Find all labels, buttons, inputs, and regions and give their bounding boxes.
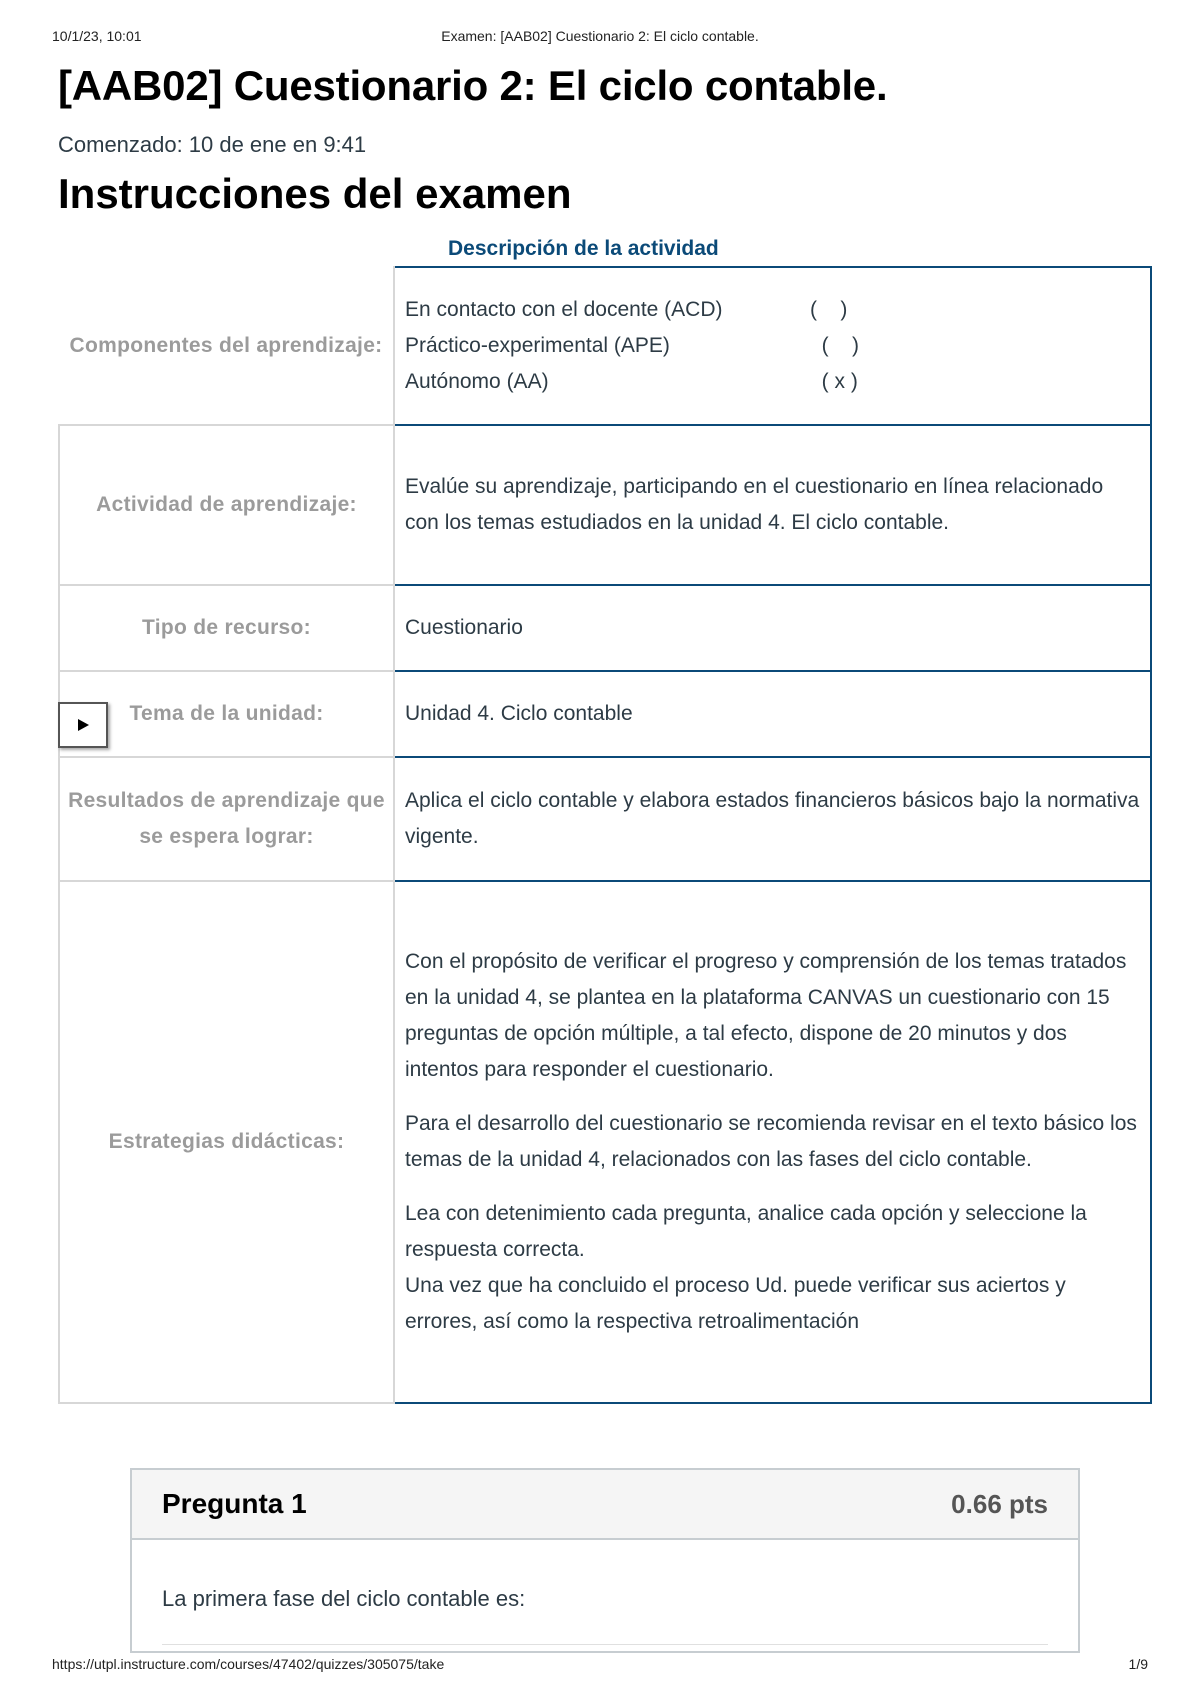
question-points: 0.66 pts <box>951 1488 1048 1519</box>
print-footer <box>52 1656 1148 1676</box>
print-datetime: 10/1/23, 10:01 <box>52 28 142 44</box>
print-page-number: 1/9 <box>1128 1656 1148 1672</box>
activity-value: Evalúe su aprendizaje, participando en el cuestionario en línea relacionado con los temas estudiados en la unidad 4. El ciclo contable. <box>394 425 1151 585</box>
table-row <box>59 881 1151 1403</box>
results-label: Resultados de aprendizaje que se espera lograr: <box>59 757 394 881</box>
question-divider <box>162 1644 1048 1645</box>
results-value: Aplica el ciclo contable y elabora estados financieros básicos bajo la normativa vigente. <box>394 757 1151 881</box>
instructions-heading: Instrucciones del examen <box>58 170 572 217</box>
question-card <box>130 1468 1080 1653</box>
activity-label: Actividad de aprendizaje: <box>59 425 394 585</box>
strategies-paragraph <box>405 1196 1140 1340</box>
unit-value: Unidad 4. Ciclo contable <box>394 671 1151 757</box>
table-row <box>59 585 1151 671</box>
print-doc-title: Examen: [AAB02] Cuestionario 2: El ciclo contable. <box>441 28 759 44</box>
play-icon <box>76 718 90 732</box>
resource-value: Cuestionario <box>394 585 1151 671</box>
component-name: En contacto con el docente (ACD) <box>405 298 723 321</box>
quiz-content <box>58 62 1154 1404</box>
strategies-paragraph: Para el desarrollo del cuestionario se recomienda revisar en el texto básico los temas de la unidad 4, relacionados con las fases del ciclo contable. <box>405 1112 1137 1171</box>
question-text: La primera fase del ciclo contable es: <box>162 1586 526 1611</box>
print-url: https://utpl.instructure.com/courses/47402/quizzes/305075/take <box>52 1656 445 1672</box>
table-row <box>59 425 1151 585</box>
table-row <box>59 267 1151 425</box>
component-mark: ( ) <box>810 334 859 357</box>
table-row <box>59 671 1151 757</box>
media-play-button[interactable] <box>58 702 108 748</box>
started-label: Comenzado: <box>58 132 183 157</box>
strategies-label: Estrategias didácticas: <box>59 881 394 1403</box>
unit-label: Tema de la unidad: <box>129 702 324 725</box>
strategies-line: Lea con detenimiento cada pregunta, analice cada opción y seleccione la respuesta correcta. <box>405 1202 1087 1261</box>
strategies-value <box>394 881 1151 1403</box>
component-item <box>405 328 1140 364</box>
print-header <box>52 28 1148 48</box>
component-mark: ( ) <box>810 298 848 321</box>
strategies-line: Una vez que ha concluido el proceso Ud. puede verificar sus aciertos y errores, así como la respectiva retroalimentación <box>405 1274 1066 1333</box>
components-label: Componentes del aprendizaje: <box>59 267 394 425</box>
started-value: 10 de ene en 9:41 <box>188 132 367 157</box>
component-name: Práctico-experimental (APE) <box>405 334 670 357</box>
activity-table <box>58 266 1152 1404</box>
resource-label: Tipo de recurso: <box>59 585 394 671</box>
component-mark: ( x ) <box>810 370 858 393</box>
strategies-paragraph: Con el propósito de verificar el progreso y comprensión de los temas tratados en la unidad 4, se plantea en la plataforma CANVAS un cuestionario con 15 preguntas de opción múltiple, a tal efecto, dispone de 20 minutos y dos intentos para responder el cuestionario. <box>405 950 1127 1081</box>
unit-label-cell <box>59 671 394 757</box>
components-value <box>394 267 1151 425</box>
activity-caption: Descripción de la actividad <box>448 237 719 260</box>
question-name: Pregunta 1 <box>162 1488 307 1519</box>
question-header <box>132 1470 1078 1540</box>
table-row <box>59 757 1151 881</box>
quiz-title: [AAB02] Cuestionario 2: El ciclo contable. <box>58 62 888 109</box>
component-name: Autónomo (AA) <box>405 370 549 393</box>
component-item <box>405 292 1140 328</box>
component-item <box>405 364 1140 400</box>
started-info <box>58 132 1154 158</box>
